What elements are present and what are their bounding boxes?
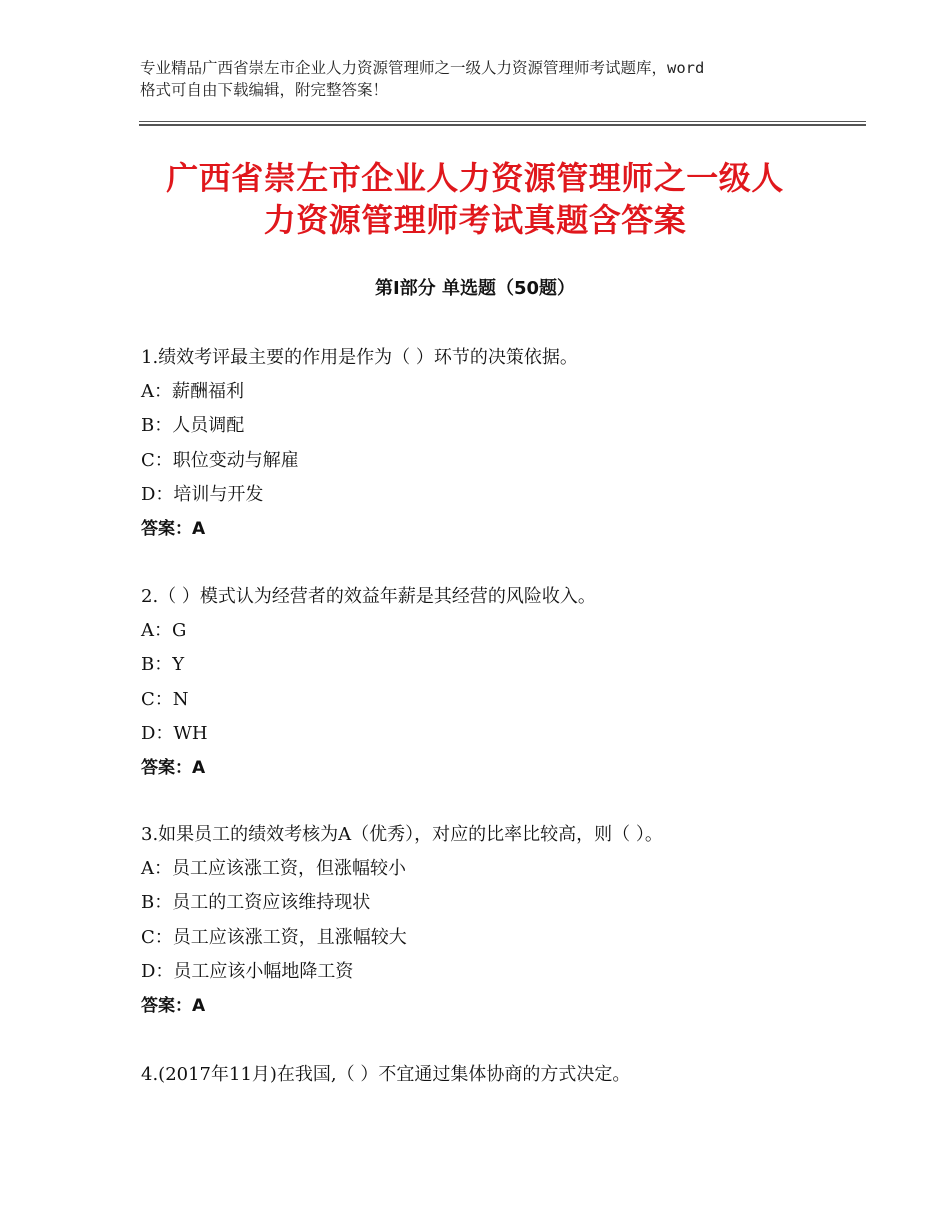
answer: 答案：A [141, 518, 206, 539]
document-title [120, 157, 830, 241]
option-d: D：WH [141, 722, 208, 744]
header-note-line2: 格式可自由下载编辑，附完整答案！ [140, 81, 389, 99]
answer: 答案：A [141, 995, 206, 1016]
title-line2: 力资源管理师考试真题含答案 [263, 201, 687, 239]
question-4 [141, 1058, 841, 1092]
option-a: A：员工应该涨工资，但涨幅较小 [141, 858, 406, 880]
option-c: C：员工应该涨工资，且涨幅较大 [141, 926, 407, 948]
question-stem: 4.(2017年11月)在我国,（ ）不宜通过集体协商的方式决定。 [141, 1064, 631, 1085]
option-d: D：员工应该小幅地降工资 [141, 960, 354, 982]
title-line1: 广西省崇左市企业人力资源管理师之一级人 [166, 159, 784, 197]
option-c: C：职位变动与解雇 [141, 449, 299, 471]
option-d: D：培训与开发 [141, 483, 264, 505]
question-stem: 3.如果员工的绩效考核为A（优秀），对应的比率比较高，则（ ）。 [141, 824, 663, 845]
header-note [140, 57, 830, 101]
option-b: B：员工的工资应该维持现状 [141, 892, 371, 914]
option-b: B：人员调配 [141, 415, 245, 437]
question-stem: 2.（ ）模式认为经营者的效益年薪是其经营的风险收入。 [141, 586, 596, 607]
question-stem: 1.绩效考评最主要的作用是作为（ ）环节的决策依据。 [141, 347, 578, 368]
header-note-line1: 专业精品广西省崇左市企业人力资源管理师之一级人力资源管理师考试题库，word [140, 59, 705, 77]
question-2 [141, 580, 841, 785]
answer: 答案：A [141, 757, 206, 778]
section-heading: 第Ⅰ部分 单选题（50题） [374, 278, 575, 299]
option-a: A：薪酬福利 [141, 381, 244, 403]
option-a: A：G [141, 620, 187, 642]
header-divider-top [139, 121, 866, 122]
question-1 [141, 341, 841, 546]
header-divider-bottom [139, 124, 866, 126]
option-c: C：N [141, 688, 189, 710]
question-3 [141, 818, 841, 1023]
option-b: B：Y [141, 654, 185, 676]
